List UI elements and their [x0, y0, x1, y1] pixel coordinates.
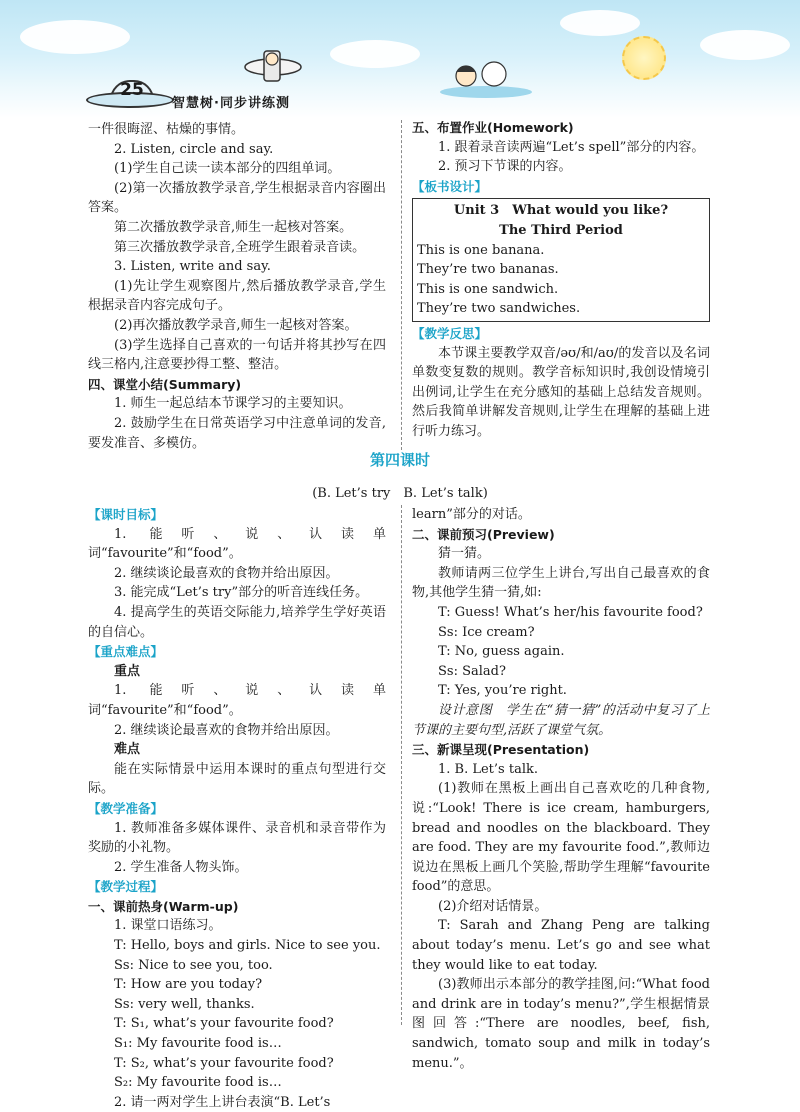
text-line: (2)第一次播放教学录音,学生根据录音内容圈出答案。 [88, 180, 386, 216]
board-design-tag: 【板书设计】 [412, 178, 488, 194]
text-line: T: Hello, boys and girls. Nice to see you. [114, 938, 381, 954]
cloud-icon [700, 30, 790, 60]
reflection-tag: 【教学反思】 [412, 325, 488, 341]
column-divider [401, 505, 402, 1025]
text-line: (1)学生自己读一读本部分的四组单词。 [114, 161, 341, 177]
board-title: Unit 3 What would you like? [453, 203, 669, 219]
text-line: 2. 继续谈论最喜欢的食物并给出原因。 [114, 722, 339, 738]
left-column-top [88, 120, 386, 453]
text-line: T: Guess! What’s her/his favourite food? [438, 604, 703, 620]
text-line: (1)先让学生观察图片,然后播放教学录音,学生根据录音内容完成句子。 [88, 278, 386, 314]
text-line: 三、新课呈现(Presentation) [412, 742, 590, 758]
sun-icon [622, 36, 666, 80]
board-line: This is one sandwich. [417, 281, 559, 297]
text-line: (2)再次播放教学录音,师生一起核对答案。 [114, 317, 358, 333]
homework-item: 1. 跟着录音读两遍“Let’s spell”部分的内容。 [438, 139, 705, 155]
board-line: This is one banana. [417, 242, 545, 258]
cloud-icon [560, 10, 640, 36]
right-column-top [412, 118, 710, 442]
text-line: 【重点难点】 [88, 644, 164, 660]
text-line: 1. 能听、说、认读单词“favourite”和“food”。 [88, 683, 386, 718]
text-line: 2. 鼓励学生在日常英语学习中注意单词的发音,要发准音、多模仿。 [88, 415, 386, 451]
text-line: 2. Listen, circle and say. [114, 141, 274, 157]
text-line: 一件很晦涩、枯燥的事情。 [88, 122, 245, 137]
text-line: 重点 [114, 663, 141, 679]
reflection-text: 本节课主要教学双音/əʊ/和/aʊ/的发音以及名词单数变复数的规则。教学音标知识时,我创设情境引出例词,让学生在充分感知的基础上总结发音规则。然后我简单讲解发音规则,让学生在理解的基础上进行听力练习。 [412, 345, 710, 439]
text-line: 【课时目标】 [88, 507, 164, 522]
blackboard-box [412, 198, 710, 322]
text-line: T: Yes, you’re right. [438, 683, 567, 699]
text-line: 能在实际情景中运用本课时的重点句型进行交际。 [88, 761, 386, 797]
cloud-icon [20, 20, 130, 54]
text-line: 第二次播放教学录音,师生一起核对答案。 [114, 219, 353, 235]
text-line: 2. 请一两对学生上讲台表演“B. Let’s [114, 1094, 331, 1110]
text-line: 3. Listen, write and say. [114, 259, 271, 275]
text-line: 设计意图 学生在“猜一猜”的活动中复习了上节课的主要句型,活跃了课堂气氛。 [412, 702, 710, 738]
text-line: T: Sarah and Zhang Peng are talking about today’s menu. Let’s go and see what they would like to eat today. [412, 918, 710, 973]
text-line: Ss: Salad? [438, 663, 506, 679]
lesson-subtitle: (B. Let’s try B. Let’s talk) [312, 486, 488, 501]
homework-item: 2. 预习下节课的内容。 [438, 159, 572, 175]
text-line: (1)教师在黑板上画出自己喜欢吃的几种食物,说:“Look! There is ice cream, hamburgers, bread and noodles on the blackboard. They are food. They are my favourite food.”,教师边说边在黑板上画几个笑脸,帮助学生理解“favourite food”的意思。 [412, 781, 710, 895]
text-line: 3. 能完成“Let’s try”部分的听音连线任务。 [114, 585, 369, 601]
text-line: 1. 教师准备多媒体课件、录音机和录音带作为奖励的小礼物。 [88, 820, 386, 856]
page-number: 25 [120, 80, 144, 100]
header-banner [0, 0, 800, 118]
children-illustration [436, 56, 536, 100]
text-line: 教师请两三位学生上讲台,写出自己最喜欢的食物,其他学生猜一猜,如: [412, 565, 710, 601]
text-line: (2)介绍对话情景。 [438, 898, 548, 914]
text-line: T: How are you today? [114, 977, 263, 993]
text-line: S₂: My favourite food is… [114, 1075, 282, 1091]
column-divider [401, 120, 402, 450]
text-line: 难点 [114, 742, 141, 758]
text-line: 【教学准备】 [88, 800, 164, 816]
airplane-icon [238, 45, 308, 85]
board-line: They’re two sandwiches. [417, 301, 581, 317]
text-line: 一、课前热身(Warm-up) [88, 898, 239, 914]
text-line: T: S₂, what’s your favourite food? [114, 1055, 334, 1071]
series-title: 智慧树·同步讲练测 [172, 96, 290, 111]
text-line: Ss: very well, thanks. [114, 996, 255, 1012]
board-line: They’re two bananas. [417, 262, 559, 278]
homework-heading: 五、布置作业(Homework) [412, 120, 574, 135]
text-line: 2. 学生准备人物头饰。 [114, 859, 248, 875]
text-line: T: No, guess again. [438, 644, 565, 660]
left-column-bottom [88, 505, 386, 1112]
page-number-badge [86, 80, 174, 106]
text-line: Ss: Nice to see you, too. [114, 957, 273, 973]
text-line: (3)学生选择自己喜欢的一句话并将其抄写在四线三格内,注意要抄得工整、整洁。 [88, 337, 386, 373]
lesson-title: 第四课时 [369, 451, 430, 469]
board-subtitle: The Third Period [499, 222, 623, 238]
text-line: 猜一猜。 [438, 546, 491, 562]
text-line: 二、课前预习(Preview) [412, 526, 555, 542]
text-line: learn”部分的对话。 [412, 507, 531, 522]
cloud-icon [330, 40, 420, 68]
text-line: 1. 师生一起总结本节课学习的主要知识。 [114, 396, 352, 412]
text-line: 1. 能听、说、认读单词“favourite”和“food”。 [88, 526, 386, 562]
text-line: (3)教师出示本部分的教学挂图,问:“What food and drink are in today’s menu?”,学生根据情景图回答:“There are noodles, beef, fish, sandwich, tomato soup and milk in today’s menu.”。 [412, 977, 710, 1071]
text-line: 四、课堂小结(Summary) [88, 376, 242, 392]
text-line: 第三次播放教学录音,全班学生跟着录音读。 [114, 239, 366, 255]
text-line: 【教学过程】 [88, 879, 164, 895]
text-line: 1. 课堂口语练习。 [114, 918, 222, 934]
text-line: 2. 继续谈论最喜欢的食物并给出原因。 [114, 565, 339, 581]
text-line: 4. 提高学生的英语交际能力,培养学生学好英语的自信心。 [88, 604, 386, 640]
text-line: S₁: My favourite food is… [114, 1036, 282, 1052]
text-line: T: S₁, what’s your favourite food? [114, 1016, 334, 1032]
right-column-bottom [412, 505, 710, 1073]
text-line: Ss: Ice cream? [438, 624, 535, 640]
text-line: 1. B. Let’s talk. [438, 761, 538, 777]
